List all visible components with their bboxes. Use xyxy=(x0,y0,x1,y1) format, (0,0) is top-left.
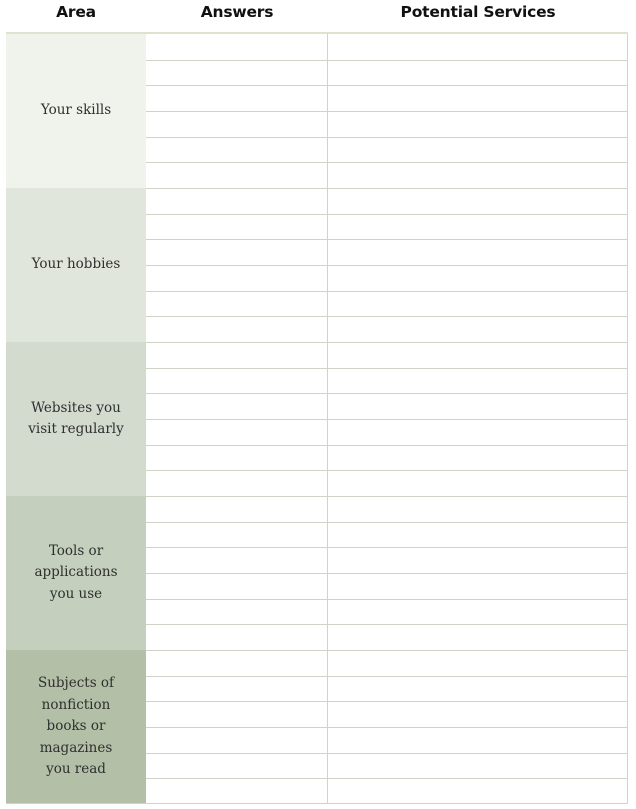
writing-line xyxy=(146,291,628,292)
column-divider xyxy=(627,188,628,342)
writing-line xyxy=(146,547,628,548)
writing-line xyxy=(146,650,628,651)
writing-line xyxy=(146,188,628,189)
answer-lines xyxy=(146,650,628,804)
worksheet-table xyxy=(6,32,628,804)
column-divider xyxy=(627,342,628,496)
writing-line xyxy=(146,753,628,754)
writing-line xyxy=(146,573,628,574)
writing-line xyxy=(146,496,628,497)
writing-line xyxy=(146,162,628,163)
area-label: Your hobbies xyxy=(6,188,146,342)
answer-lines xyxy=(146,496,628,650)
writing-line xyxy=(146,111,628,112)
area-label: Your skills xyxy=(6,34,146,188)
column-divider xyxy=(627,650,628,804)
writing-line xyxy=(146,214,628,215)
writing-line xyxy=(146,727,628,728)
worksheet-section xyxy=(6,496,628,650)
worksheet-section xyxy=(6,342,628,496)
writing-line xyxy=(146,624,628,625)
writing-line xyxy=(146,470,628,471)
column-header-area: Area xyxy=(56,3,96,21)
writing-line xyxy=(146,393,628,394)
worksheet-section xyxy=(6,34,628,188)
area-label: Websites you visit regularly xyxy=(6,342,146,496)
writing-line xyxy=(146,778,628,779)
writing-line xyxy=(146,522,628,523)
column-divider xyxy=(327,650,328,804)
column-divider xyxy=(327,34,328,188)
worksheet-section xyxy=(6,650,628,804)
writing-line xyxy=(146,239,628,240)
column-divider xyxy=(327,496,328,650)
answer-lines xyxy=(146,34,628,188)
area-label: Subjects of nonfiction books or magazines you read xyxy=(6,650,146,804)
table-bottom-border xyxy=(6,803,628,804)
column-divider xyxy=(327,188,328,342)
writing-line xyxy=(146,137,628,138)
writing-line xyxy=(146,419,628,420)
writing-line xyxy=(146,316,628,317)
writing-line xyxy=(146,445,628,446)
area-label: Tools or applications you use xyxy=(6,496,146,650)
column-divider xyxy=(627,496,628,650)
table-header xyxy=(0,0,636,32)
answer-lines xyxy=(146,342,628,496)
writing-line xyxy=(146,599,628,600)
writing-line xyxy=(146,60,628,61)
column-header-potential-services: Potential Services xyxy=(400,3,556,21)
writing-line xyxy=(146,368,628,369)
column-divider xyxy=(627,34,628,188)
writing-line xyxy=(146,701,628,702)
writing-line xyxy=(146,342,628,343)
writing-line xyxy=(146,85,628,86)
column-divider xyxy=(327,342,328,496)
column-header-answers: Answers xyxy=(200,3,274,21)
writing-line xyxy=(146,265,628,266)
writing-line xyxy=(146,676,628,677)
worksheet-section xyxy=(6,188,628,342)
answer-lines xyxy=(146,188,628,342)
